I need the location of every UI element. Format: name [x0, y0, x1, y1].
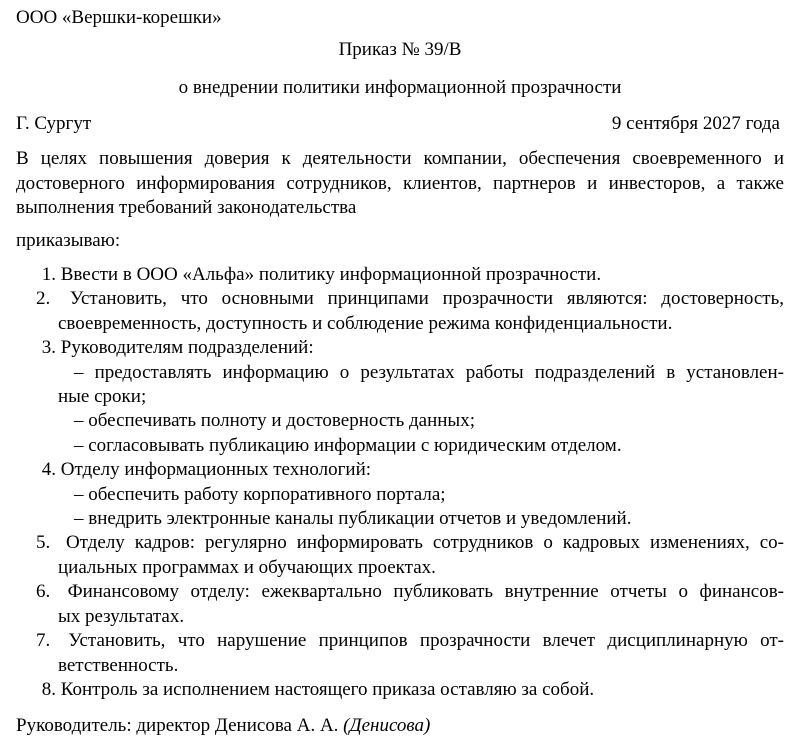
item-text: Контроль за исполнением настоящего приказа оставляю за собой. [60, 678, 595, 700]
subitem-text: ные сроки; [58, 386, 147, 408]
item-number: 8. [41, 678, 56, 700]
item-number: 2. [36, 288, 51, 310]
item-number: 3. [41, 337, 56, 359]
subitem-text: – обеспечить работу корпоративного портала; [74, 483, 446, 505]
item-text: Установить, что нарушение принципов прозрачности влечет дисциплинарную от- [68, 630, 784, 652]
item-text: Установить, что основными принципами прозрачности являются: достоверность, [69, 288, 785, 310]
order-item-1 [16, 263, 784, 287]
order-item-4 [16, 458, 784, 482]
item-text: Отделу информационных технологий: [60, 459, 372, 481]
order-date: 9 сентября 2027 года [611, 113, 780, 134]
place-date-row [16, 111, 780, 136]
order-item-7-cont [16, 654, 784, 678]
item-number: 5. [36, 532, 51, 554]
order-items [16, 263, 784, 702]
order-item-5-cont [16, 556, 784, 580]
organization-name: ООО «Вершки-корешки» [16, 7, 222, 28]
order-subitem [16, 361, 784, 385]
item-number: 6. [36, 581, 51, 603]
subitem-text: – предоставлять информацию о результатах работы подразделений в установлен- [74, 361, 784, 383]
preamble-line: выполнения требований законодательства [16, 197, 357, 218]
item-text: Финансовому отделу: ежеквартально публиковать внутренние отчеты о финансов- [67, 581, 784, 603]
subitem-text: – внедрить электронные каналы публикации отчетов и уведомлений. [74, 508, 632, 530]
order-item-2-cont [16, 312, 784, 336]
order-item-2 [16, 287, 784, 311]
order-item-6-cont [16, 605, 784, 629]
order-item-8 [16, 678, 784, 702]
signature-label: Руководитель: директор Денисова А. А. [16, 715, 339, 736]
order-item-6 [16, 580, 784, 604]
order-subitem [16, 434, 784, 458]
item-number: 4. [41, 459, 56, 481]
order-subitem [16, 507, 784, 531]
item-text: своевременность, доступность и соблюдение режима конфиденциальности. [58, 312, 673, 334]
signature-handwritten: (Денисова) [343, 715, 431, 736]
order-subject: о внедрении политики информационной прозрачности [178, 77, 622, 98]
order-subitem [16, 409, 784, 433]
subitem-text: – согласовывать публикацию информации с юридическим отделом. [74, 434, 622, 456]
order-item-7 [16, 629, 784, 653]
city: Г. Сургут [16, 113, 92, 134]
item-text: ветственность. [58, 654, 179, 676]
preamble [16, 147, 784, 221]
order-word: приказываю: [16, 230, 121, 251]
signature-line [16, 713, 430, 738]
item-number: 1. [41, 264, 56, 285]
item-text: Руководителям подразделений: [60, 337, 314, 359]
order-subitem [16, 483, 784, 507]
item-text: циальных программах и обучающих проектах. [58, 556, 436, 578]
item-number: 7. [36, 630, 51, 652]
preamble-line: В целях повышения доверия к деятельности компании, обеспечения своевременного и [16, 148, 784, 169]
order-subitem-cont [16, 385, 784, 409]
item-text: Ввести в ООО «Альфа» политику информационной прозрачности. [60, 264, 602, 285]
order-item-5 [16, 531, 784, 555]
item-text: ых результатах. [58, 605, 185, 627]
order-title: Приказ № 39/В [338, 39, 462, 60]
item-text: Отделу кадров: регулярно информировать сотрудников о кадровых изменениях, со- [65, 532, 784, 554]
order-item-3 [16, 336, 784, 360]
preamble-line: достоверного информирования сотрудников, клиентов, партнеров и инвесторов, а также [16, 172, 784, 194]
subitem-text: – обеспечивать полноту и достоверность данных; [74, 410, 475, 432]
